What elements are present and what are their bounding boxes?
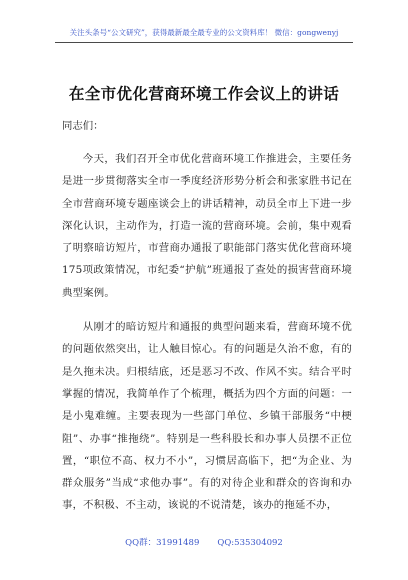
paragraph: 从刚才的暗访短片和通报的典型问题来看，营商环境不优的问题依然突出，让人触目惊心。有的问题是久治不愈，有的是久拖未决。归根结底，还是恶习不改、作风不实。结合平时掌握的情况，我简单作了个梳理，概括为四个方面的问题：一是小鬼难缠。主要表现为一些部门单位、乡镇干部服务“中梗阻”、办事“推拖绕”。特别是一些科股长和办事人员摆不正位置，“职位不高、权力不小”，习惯居高临下，把“为企业、为群众服务”当成“求他办事”。有的对待企业和群众的咨询和办事，不积极、不主动，该说的不说清楚，该办的拖延不办，	[62, 321, 352, 512]
footer-qq: QQ:535304092	[217, 538, 283, 548]
paragraph: 今天，我们召开全市优化营商环境工作推进会，主要任务是进一步贯彻落实全市一季度经济形势分析会和张家胜书记在全市营商环境专题座谈会上的讲话精神，动员全市上下进一步深化认识，主动作为，打造一流的营商环境。会前，集中观看了明察暗访短片，市营商办通报了职能部门落实优化营商环境175项政策情况，市纪委“护航”班通报了查处的损害营商环境典型案例。	[62, 153, 352, 299]
page-header-banner: 关注头条号“公文研究”，获得最新最全最专业的公文资料库！ 微信：gongwenyj	[69, 28, 339, 37]
footer-qq-group: QQ群：31991489	[125, 538, 200, 548]
salutation: 同志们：	[62, 120, 104, 132]
document-body	[62, 116, 352, 529]
header-divider	[55, 42, 353, 43]
page-footer	[0, 536, 408, 548]
document-title: 在全市优化营商环境工作会议上的讲话	[68, 84, 340, 103]
